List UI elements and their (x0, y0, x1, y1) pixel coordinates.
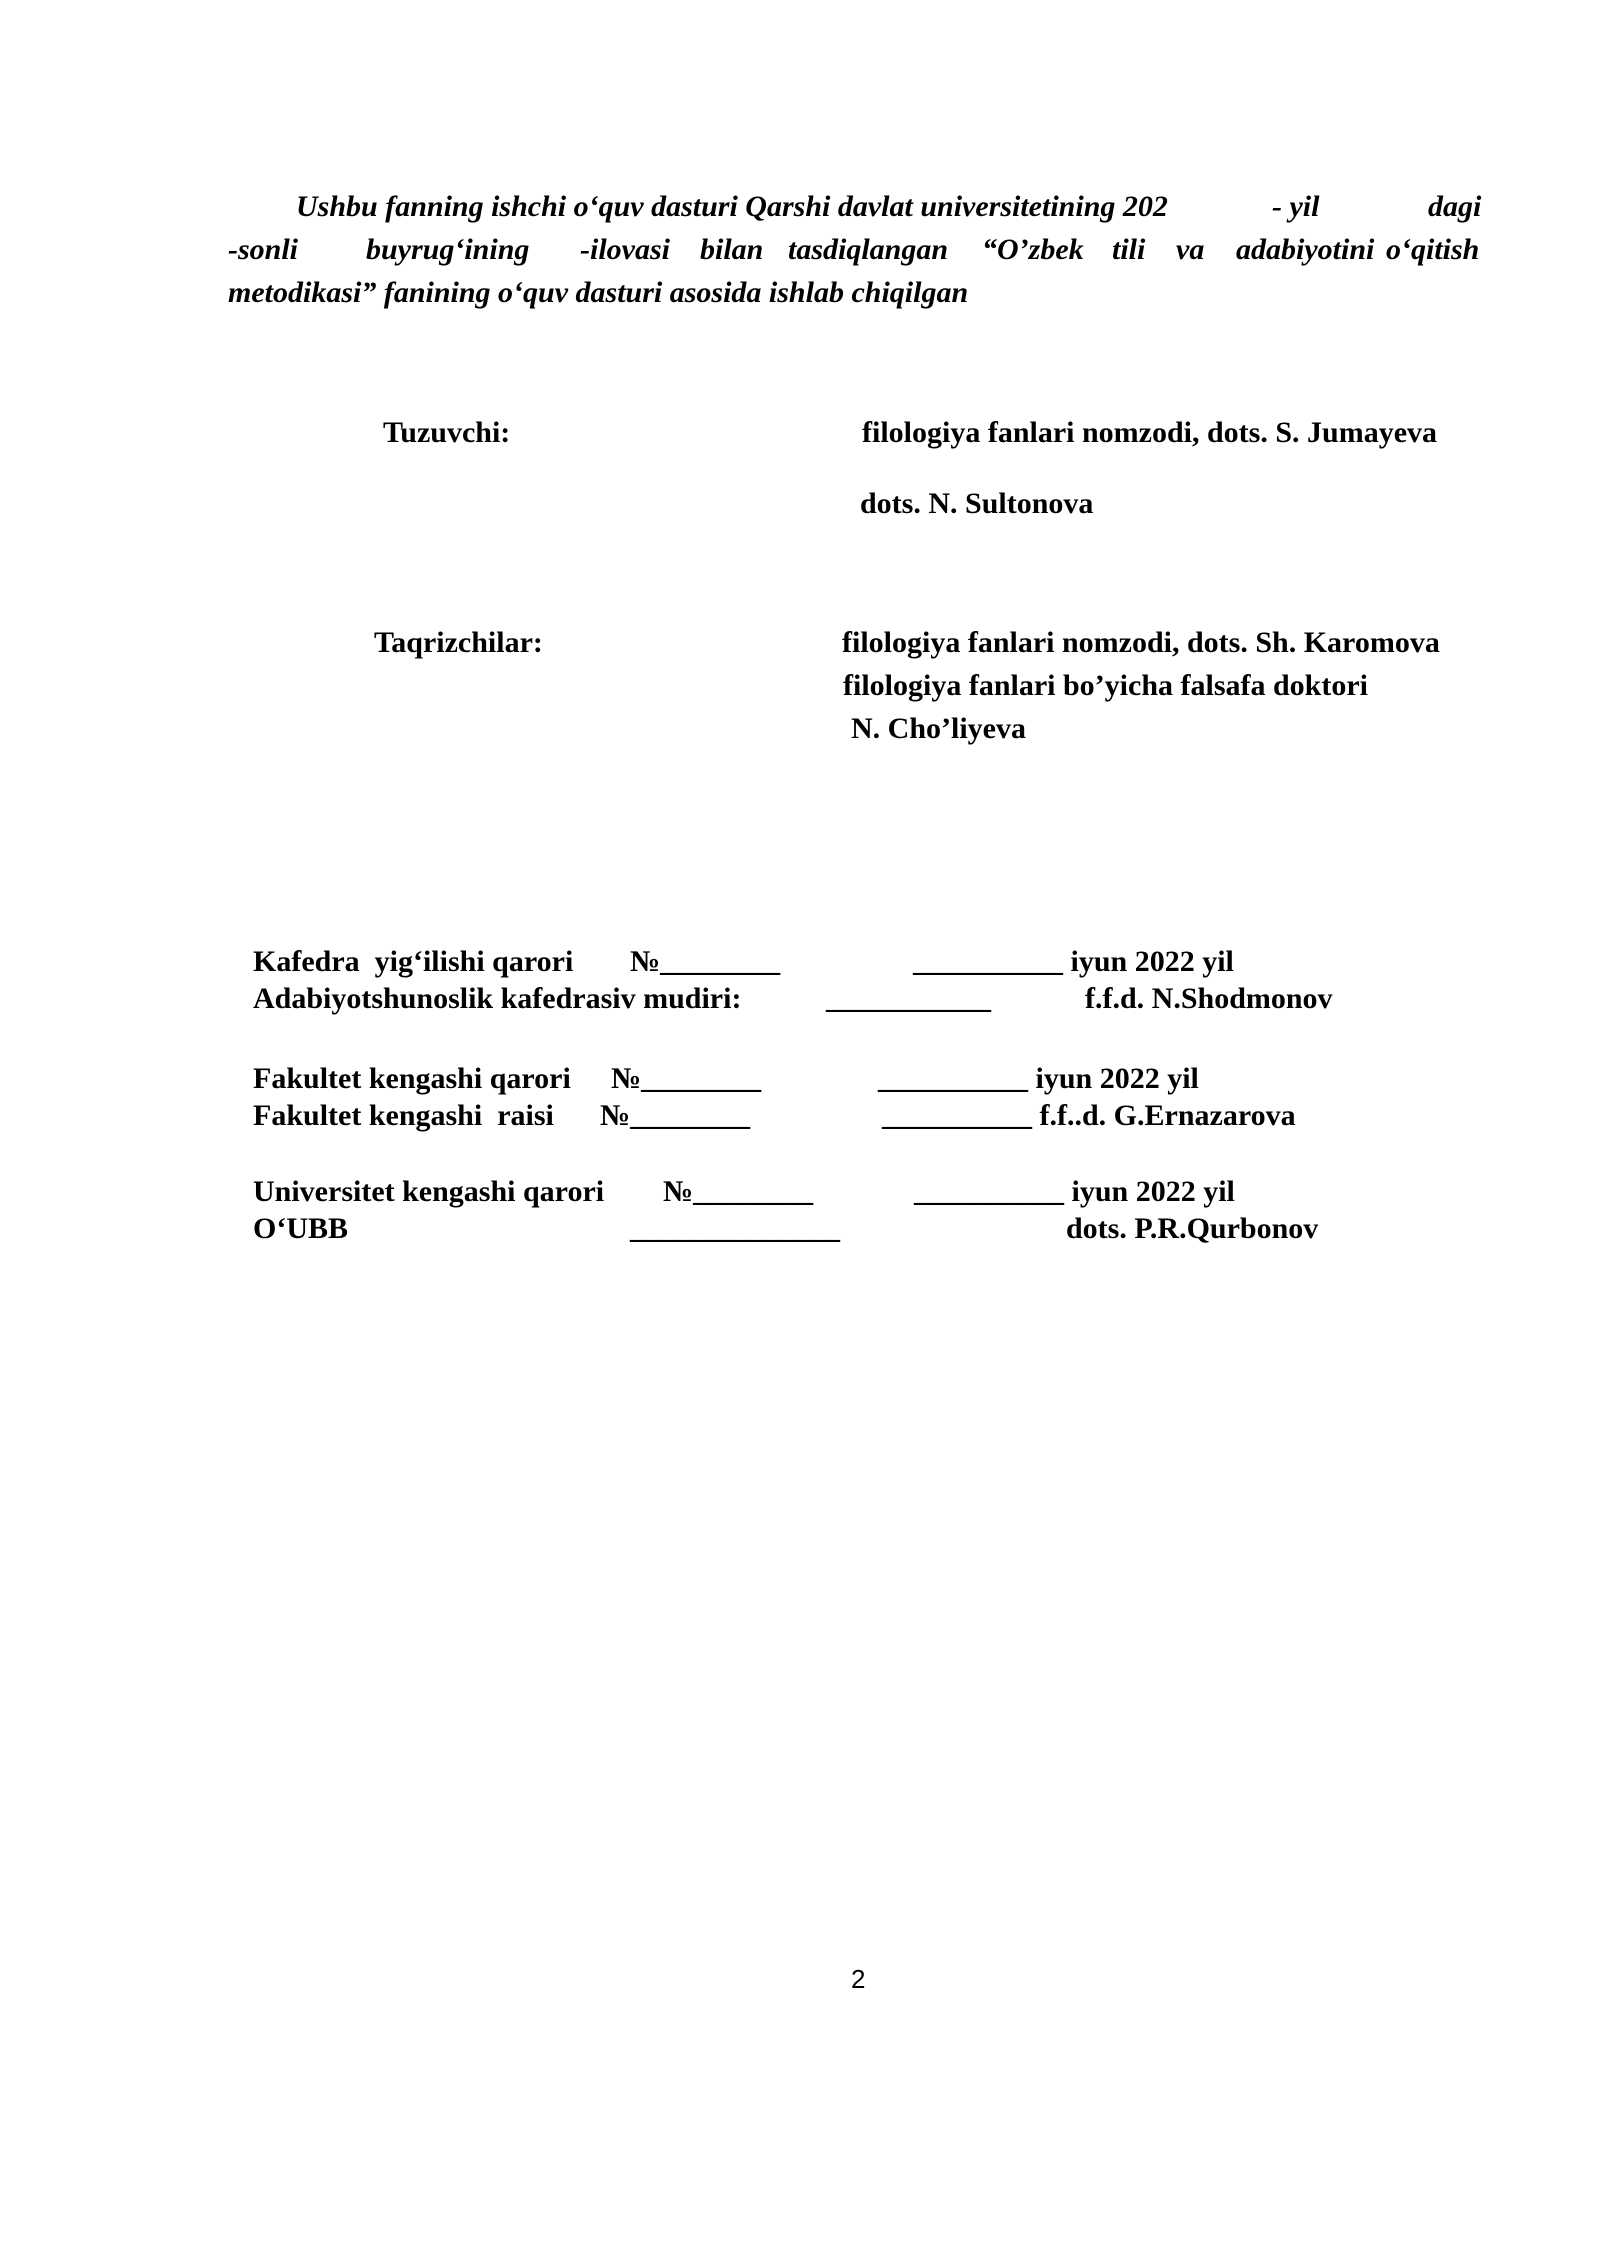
intro-line2-word: tili (1112, 233, 1146, 266)
univ-decision-date: __________ iyun 2022 yil (914, 1175, 1235, 1208)
compiler-2: dots. N. Sultonova (860, 487, 1094, 520)
intro-line2-word: o‘qitish (1386, 233, 1480, 266)
reviewers-label: Taqrizchilar: (374, 626, 543, 659)
faculty-chair-number: №________ (600, 1099, 751, 1132)
kafedra-decision-number: №________ (630, 945, 781, 978)
intro-line1-mid: - yil (1272, 190, 1320, 223)
intro-line3: metodikasi” fanining o‘quv dasturi asosida ishlab chiqilgan (228, 276, 969, 309)
oubb-signature-line: ______________ (630, 1212, 840, 1245)
univ-decision-number: №________ (663, 1175, 814, 1208)
page-number: 2 (851, 1964, 866, 1994)
univ-decision-label: Universitet kengashi qarori (253, 1175, 605, 1208)
intro-line2-word: adabiyotini (1236, 233, 1375, 266)
compiler-1: filologiya fanlari nomzodi, dots. S. Jumayeva (862, 416, 1438, 449)
faculty-chair-label: Fakultet kengashi raisi (253, 1099, 554, 1132)
intro-line2-word: -ilovasi (580, 233, 670, 266)
reviewer-2-title: filologiya fanlari bo’yicha falsafa doktori (843, 669, 1368, 702)
kafedra-head-label: Adabiyotshunoslik kafedrasiv mudiri: (253, 982, 742, 1015)
kafedra-head-name: f.f.d. N.Shodmonov (1085, 982, 1333, 1015)
kafedra-decision-date: __________ iyun 2022 yil (913, 945, 1234, 978)
kafedra-head-signature-line: ___________ (826, 982, 991, 1015)
intro-line1-right: dagi (1428, 190, 1482, 223)
reviewer-1: filologiya fanlari nomzodi, dots. Sh. Karomova (842, 626, 1440, 659)
oubb-label: O‘UBB (253, 1212, 349, 1245)
faculty-chair-name: __________ f.f..d. G.Ernazarova (882, 1099, 1296, 1132)
faculty-decision-label: Fakultet kengashi qarori (253, 1062, 571, 1095)
intro-line2-word: va (1176, 233, 1205, 266)
faculty-decision-number: №________ (611, 1062, 762, 1095)
kafedra-decision-label: Kafedra yig‘ilishi qarori (253, 945, 574, 978)
faculty-decision-date: __________ iyun 2022 yil (878, 1062, 1199, 1095)
intro-line2-word: buyrug‘ining (366, 233, 530, 266)
compilers-label: Tuzuvchi: (383, 416, 511, 449)
oubb-name: dots. P.R.Qurbonov (1066, 1212, 1319, 1245)
reviewer-2-name: N. Cho’liyeva (851, 712, 1026, 745)
intro-line2-word: bilan (700, 233, 764, 266)
intro-line2-word: tasdiqlangan (788, 233, 949, 266)
intro-line2-word: “O’zbek (982, 233, 1084, 266)
intro-line2-word: -sonli (228, 233, 299, 266)
intro-line1-left: Ushbu fanning ishchi o‘quv dasturi Qarshi davlat universitetining 202 (296, 190, 1168, 223)
